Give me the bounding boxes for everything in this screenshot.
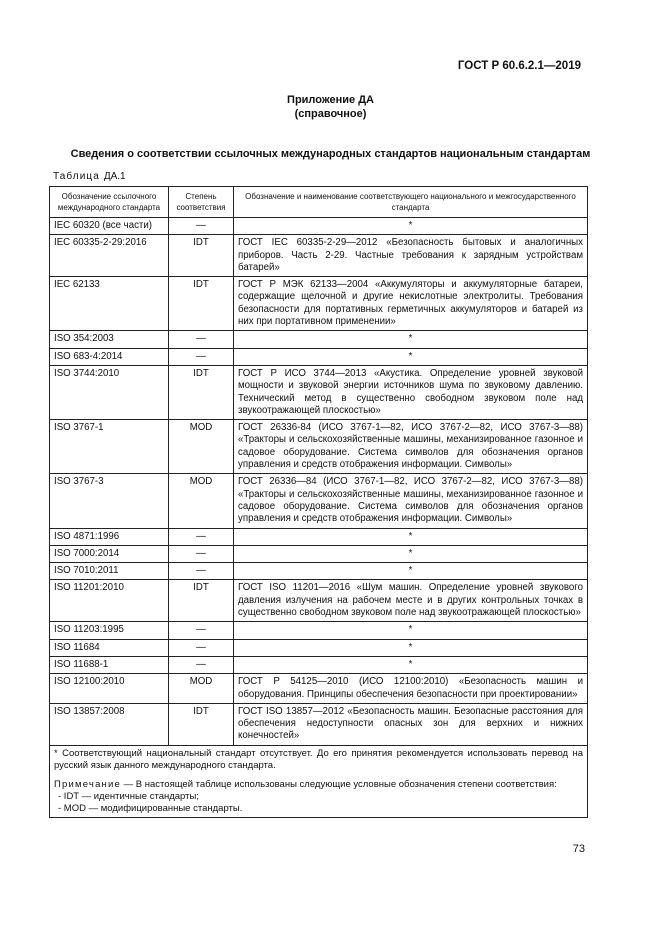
table-row — [50, 674, 588, 704]
note-item-idt: - IDT — идентичные стандарты; — [58, 790, 199, 802]
national-standard-cell: ГОСТ IEC 60335-2-29—2012 «Безопасность бытовых и аналогичных приборов. Часть 2-29. Частные требования к зарядным устройствам батарей» — [234, 235, 588, 277]
table-row — [50, 703, 588, 745]
note-label: Примечание — [54, 778, 121, 790]
section-title: Сведения о соответствии ссылочных международных стандартов национальным стандартам — [70, 148, 591, 160]
degree-cell: — — [169, 218, 234, 235]
national-standard-cell: * — [234, 348, 588, 365]
ref-standard-cell: ISO 683-4:2014 — [50, 348, 169, 365]
table-footer-row — [50, 745, 588, 817]
degree-cell: — — [169, 545, 234, 562]
degree-cell: IDT — [169, 235, 234, 277]
table-header-row — [50, 187, 588, 218]
degree-cell: MOD — [169, 474, 234, 528]
appendix-heading — [0, 93, 661, 121]
national-standard-cell: * — [234, 563, 588, 580]
degree-cell: — — [169, 639, 234, 656]
national-standard-cell: ГОСТ ISO 13857—2012 «Безопасность машин. Безопасные расстояния для обеспечения недоступности опасных зон для верхних и нижних конечностей» — [234, 703, 588, 745]
degree-cell: IDT — [169, 703, 234, 745]
table-row — [50, 528, 588, 545]
ref-standard-cell: IEC 60335-2-29:2016 — [50, 235, 169, 277]
ref-standard-cell: ISO 3767-3 — [50, 474, 169, 528]
ref-standard-cell: ISO 354:2003 — [50, 331, 169, 348]
page-number: 73 — [572, 843, 585, 855]
ref-standard-cell: IEC 60320 (все части) — [50, 218, 169, 235]
degree-cell: — — [169, 348, 234, 365]
table-row — [50, 348, 588, 365]
table-row — [50, 235, 588, 277]
table-caption-label: Таблица — [53, 171, 100, 182]
national-standard-cell: * — [234, 528, 588, 545]
ref-standard-cell: ISO 3767-1 — [50, 420, 169, 474]
table-row — [50, 420, 588, 474]
footnote: * Соответствующий национальный стандарт отсутствует. До его принятия рекомендуется использовать перевод на русский язык данного международного стандарта. — [54, 747, 583, 771]
degree-cell: — — [169, 563, 234, 580]
table-row — [50, 331, 588, 348]
table-row — [50, 639, 588, 656]
table-caption-number: ДА.1 — [103, 171, 126, 182]
ref-standard-cell: ISO 3744:2010 — [50, 365, 169, 419]
table-row — [50, 474, 588, 528]
ref-standard-cell: ISO 7000:2014 — [50, 545, 169, 562]
degree-cell: — — [169, 331, 234, 348]
degree-cell: — — [169, 528, 234, 545]
ref-standard-cell: ISO 11688-1 — [50, 656, 169, 673]
ref-standard-cell: ISO 11201:2010 — [50, 580, 169, 622]
national-standard-cell: * — [234, 622, 588, 639]
degree-cell: — — [169, 656, 234, 673]
table-row — [50, 218, 588, 235]
table-row — [50, 580, 588, 622]
appendix-subtitle: (справочное) — [294, 108, 367, 120]
table-row — [50, 656, 588, 673]
standards-table — [49, 186, 588, 818]
appendix-title: Приложение ДА — [287, 94, 374, 106]
degree-cell: IDT — [169, 365, 234, 419]
national-standard-cell: * — [234, 656, 588, 673]
degree-cell: MOD — [169, 420, 234, 474]
table-row — [50, 563, 588, 580]
national-standard-cell: ГОСТ Р ИСО 3744—2013 «Акустика. Определение уровней звуковой мощности и звуковой энергии источников шума по звуковому давлению. Технический метод в существенно свободном звуковом поле над звукоотражающей плоскостью» — [234, 365, 588, 419]
ref-standard-cell: ISO 11203:1995 — [50, 622, 169, 639]
table-caption — [53, 171, 126, 182]
national-standard-cell: ГОСТ Р МЭК 62133—2004 «Аккумуляторы и аккумуляторные батареи, содержащие щелочной и другие некислотные электролиты. Требования безопасности для портативных герметичных аккумуляторов и батарей из них при портативном применении» — [234, 277, 588, 331]
national-standard-cell: ГОСТ 26336—84 (ИСО 3767-1—82, ИСО 3767-2—82, ИСО 3767-3—88) «Тракторы и сельскохозяйственные машины, механизированное газонное и садовое оборудование. Система символов для обозначения органов управления и средств отображения информации. Символы» — [234, 474, 588, 528]
table-footer — [50, 745, 588, 817]
ref-standard-cell: ISO 13857:2008 — [50, 703, 169, 745]
degree-cell: — — [169, 622, 234, 639]
ref-standard-cell: IEC 62133 — [50, 277, 169, 331]
table-row — [50, 545, 588, 562]
ref-standard-cell: ISO 4871:1996 — [50, 528, 169, 545]
degree-cell: IDT — [169, 580, 234, 622]
ref-standard-cell: ISO 11684 — [50, 639, 169, 656]
note-text: — В настоящей таблице использованы следующие условные обозначения степени соответствия: — [123, 778, 557, 790]
national-standard-cell: * — [234, 218, 588, 235]
national-standard-cell: * — [234, 331, 588, 348]
degree-cell: MOD — [169, 674, 234, 704]
header-degree: Степень соответствия — [169, 187, 234, 218]
ref-standard-cell: ISO 12100:2010 — [50, 674, 169, 704]
national-standard-cell: ГОСТ 26336-84 (ИСО 3767-1—82, ИСО 3767-2—82, ИСО 3767-3—88) «Тракторы и сельскохозяйственные машины, механизированное газонное и садовое оборудование. Система символов для обозначения органов управления и средств отображения информации. Символы» — [234, 420, 588, 474]
national-standard-cell: ГОСТ ISO 11201—2016 «Шум машин. Определение уровней звукового давления излучения на рабочем месте и в других контрольных точках в существенно свободном звуковом поле над звукоотражающей плоскостью» — [234, 580, 588, 622]
note — [54, 779, 583, 791]
header-ref: Обозначение ссылочного международного стандарта — [50, 187, 169, 218]
table-row — [50, 622, 588, 639]
header-national: Обозначение и наименование соответствующего национального и межгосударственного стандарта — [234, 187, 588, 218]
degree-cell: IDT — [169, 277, 234, 331]
table-row — [50, 365, 588, 419]
ref-standard-cell: ISO 7010:2011 — [50, 563, 169, 580]
document-code: ГОСТ Р 60.6.2.1—2019 — [457, 60, 581, 72]
national-standard-cell: * — [234, 639, 588, 656]
table-row — [50, 277, 588, 331]
national-standard-cell: * — [234, 545, 588, 562]
national-standard-cell: ГОСТ Р 54125—2010 (ИСО 12100:2010) «Безопасность машин и оборудования. Принципы обеспечения безопасности при проектировании» — [234, 674, 588, 704]
note-item-mod: - MOD — модифицированные стандарты. — [58, 802, 243, 814]
